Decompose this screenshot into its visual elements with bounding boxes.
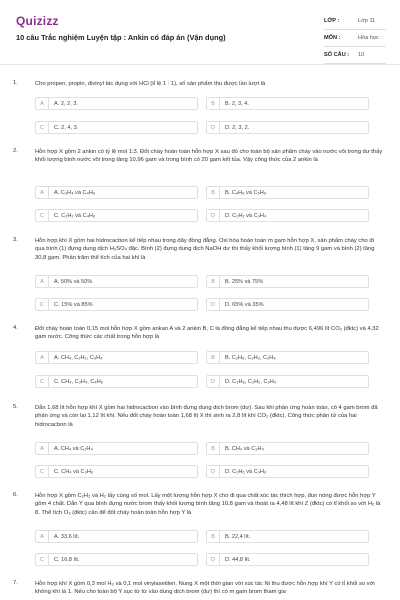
option-d[interactable] <box>206 553 369 566</box>
option-text: A. C₃H₄ và C₄H₆ <box>54 189 96 196</box>
option-text: C. CH₄, C₃H₄, C₄H₆ <box>54 378 103 385</box>
option-letter: C <box>36 210 49 221</box>
meta-key: MÔN : <box>324 35 341 41</box>
option-text: D. C₃H₈, C₂H₂, C₃H₄ <box>225 378 277 385</box>
option-letter: A <box>36 98 49 109</box>
meta-key: SỐ CÂU : <box>324 52 350 58</box>
meta-row-class <box>324 13 386 30</box>
question-7 <box>13 580 385 600</box>
meta-value: Hóa học <box>358 35 379 41</box>
question-text: Hỗn hợp khí X gồm hai hidrocacbon kế tiếp nhau trong dãy đồng đẳng. Oxi hóa hoàn toàn m gam hỗn hợp X, sản phẩm cháy cho đi qua bình (1) đựng dung dịch H₂SO₄ đặc. Bình (2) đựng dung dịch NaOH dư thì thấy khối lượng bình (1) tăng 9 gam và bình (2) tăng 30,8 gam. Phần trăm thể tích của hai khí là <box>35 238 375 261</box>
meta-row-subject <box>324 30 386 47</box>
page-header <box>0 0 400 66</box>
option-text: A. 50% và 50% <box>54 278 93 285</box>
option-text: C. CH₄ và C₃H₆ <box>54 468 94 475</box>
option-letter: B <box>207 187 220 198</box>
option-text: A. CH₄, C₂H₂, C₃H₄ <box>54 354 103 361</box>
option-letter: B <box>207 352 220 363</box>
question-number: 4. <box>13 325 18 331</box>
question-text: Dẫn 1,68 lít hỗn hợp khí X gồm hai hidrocacbon vào bình đựng dung dịch brom (dư). Sau khi phản ứng hoàn toàn, có 4 gam brom đã phản ứng và còn lại 1,12 lít khí. Nếu đốt cháy hoàn toàn 1,68 lít X thì sinh ra 2,8 lít khí CO₂ (đktc). Công thức phân tử của hai hidrocacbon là <box>35 405 378 428</box>
option-a[interactable] <box>35 275 198 288</box>
option-text: B. CH₄ và C₃H₄ <box>225 445 264 452</box>
question-number: 6. <box>13 492 18 498</box>
option-c[interactable] <box>35 465 198 478</box>
question-text: Đốt cháy hoàn toàn 0,15 mol hỗn hợp X gồm ankan A và 2 ankin B, C là đồng đẳng kế tiếp nhau thu được 6,496 lít CO₂ (đktc) và 4,32 gam nước. Công thức các chất trong hỗn hợp là <box>35 326 379 341</box>
question-text: Hỗn hợp khí X gồm 0,3 mol H₂ và 0,1 mol vinylaxetilen. Nung X một thời gian với xúc tác Ni thu được hỗn hợp khí Y có tỉ khối so với không khí là 1. Nếu cho toàn bộ Y sục từ từ vào dung dịch brom (dư) thì có m gam brom tham gia <box>35 581 375 596</box>
option-text: B. 25% và 75% <box>225 278 264 285</box>
option-b[interactable] <box>206 97 369 110</box>
option-text: D. 2, 3, 2. <box>225 124 250 131</box>
option-letter: B <box>207 98 220 109</box>
option-letter: B <box>207 443 220 454</box>
option-text: C. 16,8 lít. <box>54 556 80 563</box>
option-letter: D <box>207 299 220 310</box>
option-c[interactable] <box>35 121 198 134</box>
option-letter: A <box>36 531 49 542</box>
option-letter: D <box>207 554 220 565</box>
option-b[interactable] <box>206 442 369 455</box>
option-text: B. C₄H₆ và C₅H₈ <box>225 189 267 196</box>
option-letter: A <box>36 187 49 198</box>
option-a[interactable] <box>35 97 198 110</box>
question-number: 2. <box>13 148 18 154</box>
question-number: 1. <box>13 80 18 86</box>
question-text: Cho propen, propin, divinyl tác dụng với HCl (tỉ lệ 1 : 1), số sản phẩm thu được lần lượt là <box>35 81 266 87</box>
option-text: A. 33,6 lít. <box>54 533 80 540</box>
option-text: C. 15% và 85% <box>54 301 93 308</box>
meta-key: LỚP : <box>324 18 340 24</box>
option-b[interactable] <box>206 275 369 288</box>
option-text: D. C₂H₂ và C₃H₄ <box>225 212 267 219</box>
option-letter: B <box>207 531 220 542</box>
option-letter: C <box>36 376 49 387</box>
quizizz-logo[interactable]: Quizizz <box>16 14 59 28</box>
option-text: A. CH₄ và C₂H₄ <box>54 445 93 452</box>
option-letter: C <box>36 554 49 565</box>
header-divider <box>0 64 400 65</box>
page-title: 10 câu Trắc nghiệm Luyện tập : Ankin có đáp án (Vận dụng) <box>16 33 226 42</box>
option-letter: A <box>36 443 49 454</box>
meta-value: 10 <box>358 52 365 58</box>
option-text: C. C₂H₂ và C₄H₆ <box>54 212 96 219</box>
option-d[interactable] <box>206 121 369 134</box>
option-a[interactable] <box>35 186 198 199</box>
option-d[interactable] <box>206 209 369 222</box>
option-c[interactable] <box>35 209 198 222</box>
option-b[interactable] <box>206 186 369 199</box>
option-b[interactable] <box>206 351 369 364</box>
option-letter: C <box>36 466 49 477</box>
option-letter: D <box>207 376 220 387</box>
question-number: 5. <box>13 404 18 410</box>
question-number: 3. <box>13 237 18 243</box>
option-c[interactable] <box>35 298 198 311</box>
option-letter: A <box>36 276 49 287</box>
option-a[interactable] <box>35 530 198 543</box>
option-text: D. C₂H₆ và C₃H₆ <box>225 468 267 475</box>
question-text: Hỗn hợp X gồm 2 ankin có tỷ lệ mol 1:3. Đốt cháy hoàn toàn hỗn hợp X sau đó cho toàn bộ sản phẩm cháy vào nước vôi trong dư thấy khối lượng bình nước vôi trong tăng 10,96 gam và trong bình có 20 gam kết tủa. Vậy công thức của 2 ankin là <box>35 149 383 164</box>
option-letter: D <box>207 466 220 477</box>
option-text: A. 2, 2, 3. <box>54 100 78 107</box>
option-letter: C <box>36 122 49 133</box>
option-d[interactable] <box>206 375 369 388</box>
option-b[interactable] <box>206 530 369 543</box>
option-letter: C <box>36 299 49 310</box>
option-letter: D <box>207 210 220 221</box>
option-letter: A <box>36 352 49 363</box>
meta-table <box>324 13 386 64</box>
option-text: D. 65% và 35% <box>225 301 264 308</box>
option-d[interactable] <box>206 298 369 311</box>
option-text: B. 22,4 lít. <box>225 533 251 540</box>
option-c[interactable] <box>35 553 198 566</box>
option-a[interactable] <box>35 442 198 455</box>
option-a[interactable] <box>35 351 198 364</box>
meta-value: Lớp 11 <box>358 18 376 24</box>
question-text: Hỗn hợp X gồm C₂H₂ và H₂ lấy cùng số mol. Lấy một lượng hỗn hợp X cho đi qua chất xúc tác thích hợp, đun nóng được hỗn hợp Y gồm 4 chất. Dẫn Y qua bình đựng nước brom thấy khối lượng bình tăng 10,8 gam và thoát ra 4,48 lít khí Z (đktc) có tỉ khối so với H₂ là 8. Thể tích O₂ (đktc) cần để đốt cháy hoàn toàn hỗn hợp Y là <box>35 493 381 516</box>
question-number: 7. <box>13 580 18 586</box>
option-text: B. C₂H₆, C₂H₂, C₃H₄ <box>225 354 276 361</box>
meta-row-count <box>324 47 386 64</box>
option-letter: D <box>207 122 220 133</box>
option-text: D. 44,8 lít. <box>225 556 251 563</box>
option-text: B. 2, 3, 4. <box>225 100 249 107</box>
option-c[interactable] <box>35 375 198 388</box>
option-text: C. 2, 4, 3. <box>54 124 79 131</box>
option-d[interactable] <box>206 465 369 478</box>
option-letter: B <box>207 276 220 287</box>
